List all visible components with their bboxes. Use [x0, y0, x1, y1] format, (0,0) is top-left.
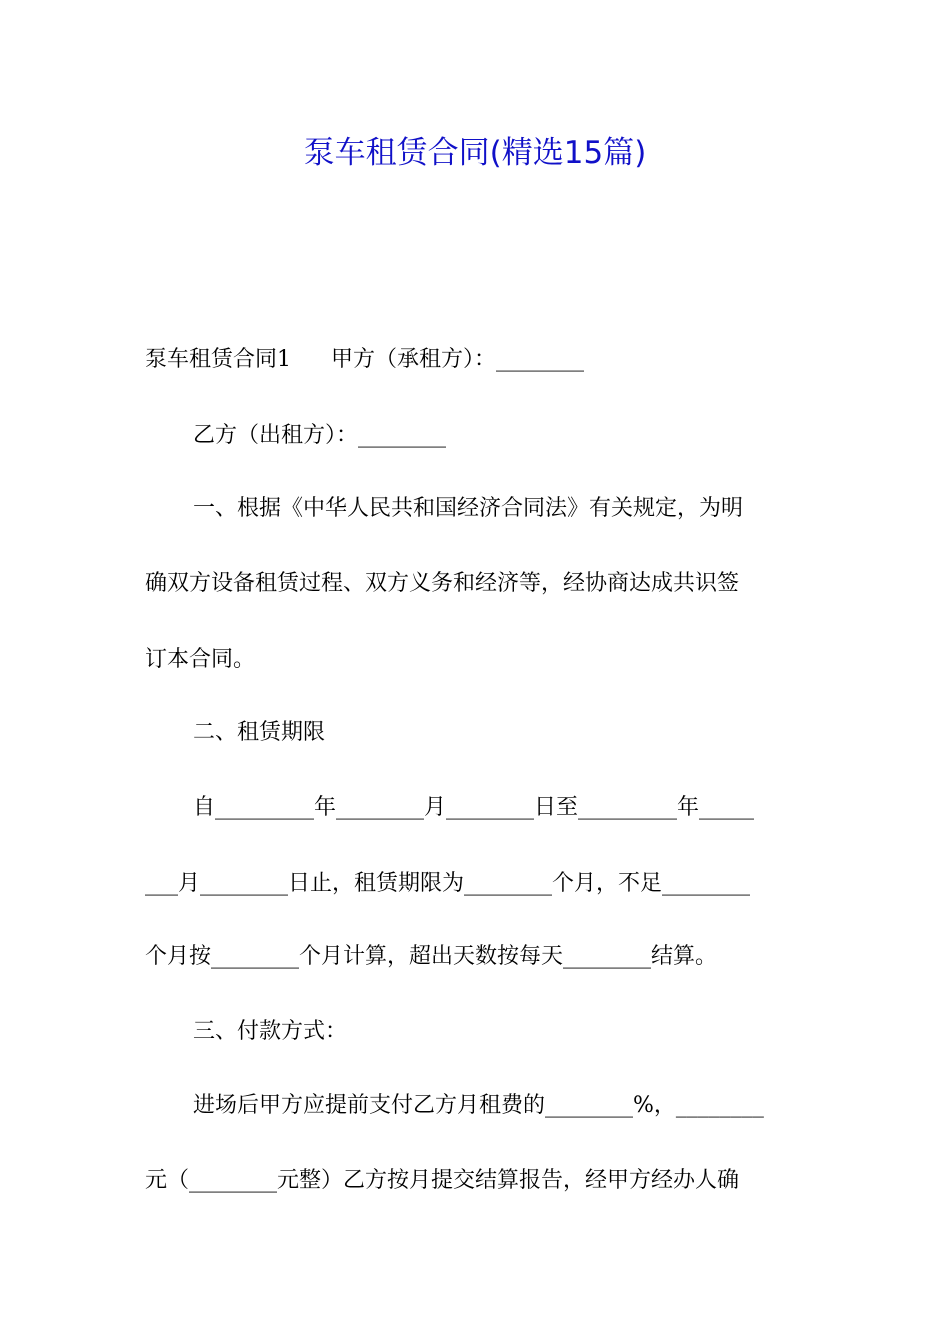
body-line: 自_________年________月________日至_________年_____	[193, 795, 755, 820]
body-line: 个月按________个月计算，超出天数按每天________结算。	[145, 944, 718, 969]
contract-number-label: 泵车租赁合同1	[145, 347, 291, 372]
party-b-field: 乙方（出租方）：________	[193, 423, 447, 448]
body-line: 进场后甲方应提前支付乙方月租费的________%，________	[193, 1093, 764, 1118]
body-line: ___月________日止，租赁期限为________个月，不足________	[145, 871, 751, 896]
body-line: 元（________元整）乙方按月提交结算报告，经甲方经办人确	[145, 1168, 740, 1193]
section-heading: 二、租赁期限	[193, 720, 326, 745]
contract-heading-line	[145, 345, 825, 375]
party-a-field: 甲方（承租方）：________	[331, 347, 585, 372]
document-title: 泵车租赁合同(精选15篇)	[303, 135, 647, 171]
body-line: 确双方设备租赁过程、双方义务和经济等，经协商达成共识签	[145, 571, 740, 596]
section-heading: 三、付款方式：	[193, 1019, 348, 1044]
body-line: 订本合同。	[145, 647, 256, 672]
body-line: 一、根据《中华人民共和国经济合同法》有关规定，为明	[193, 496, 744, 521]
